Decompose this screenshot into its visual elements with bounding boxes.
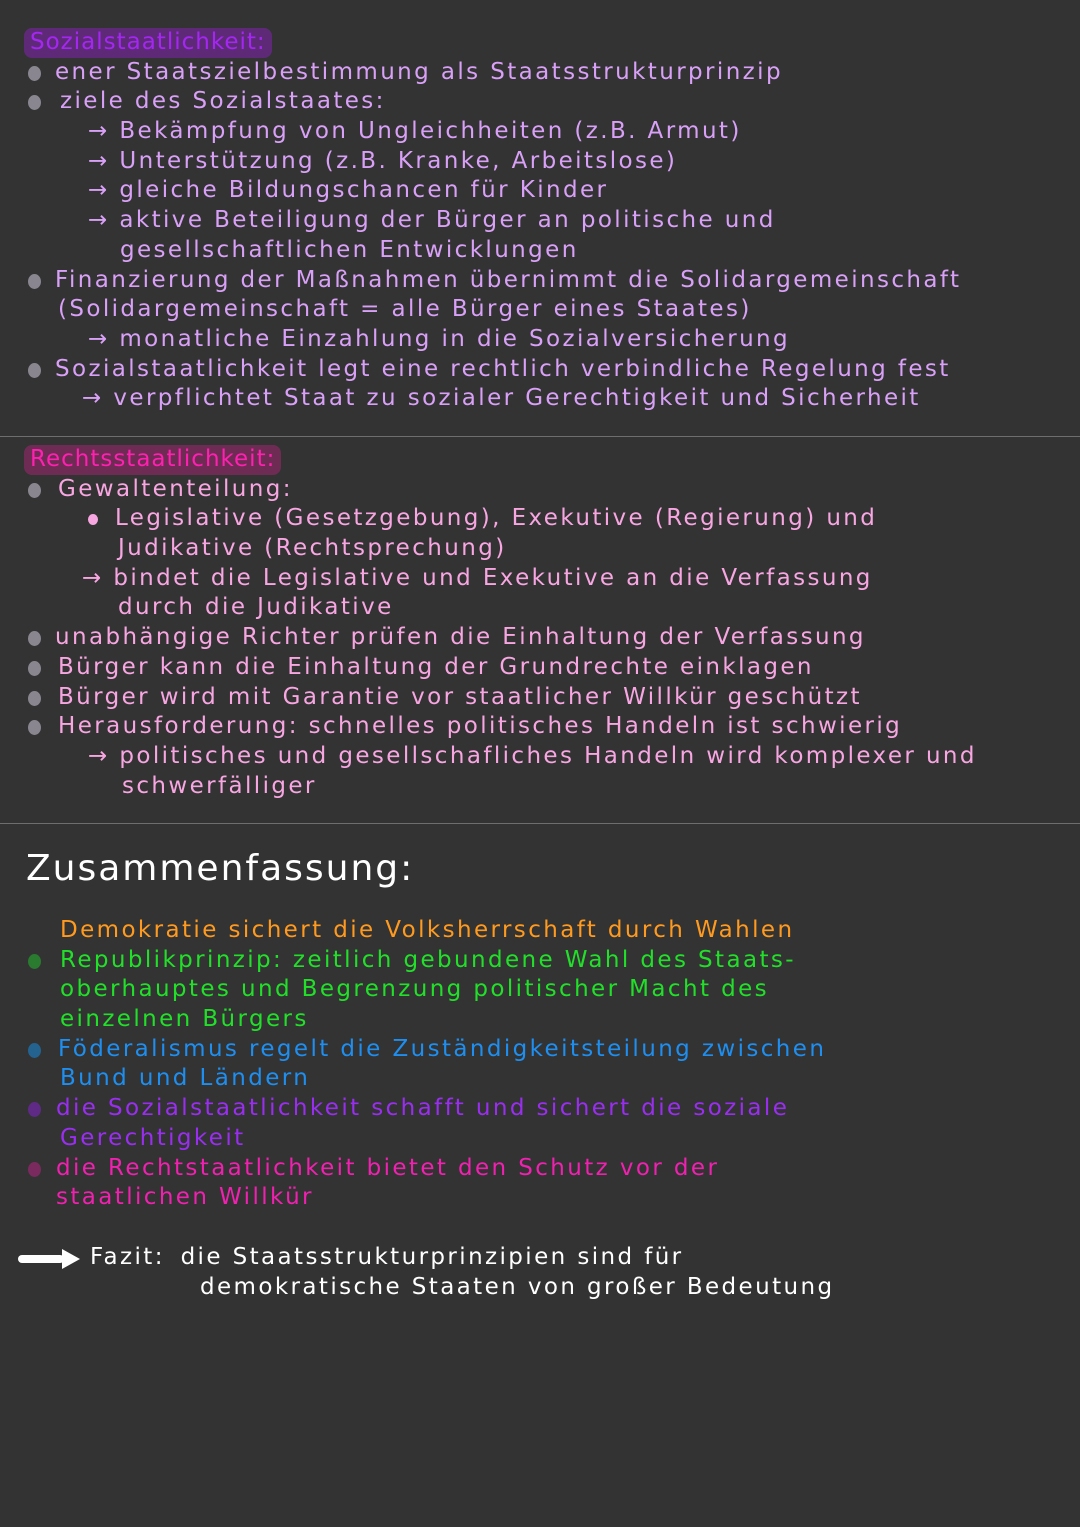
bullet-icon [28,1162,41,1177]
summary-list [0,916,1080,1213]
bullet-icon [28,483,41,498]
note-line: ziele des Sozialstaates: [60,88,386,115]
note-line: unabhängige Richter prüfen die Einhaltung der Verfassung [55,624,866,651]
note-line: Herausforderung: schnelles politisches Handeln ist schwierig [58,713,903,740]
note-line: Sozialstaatlichkeit legt eine rechtlich verbindliche Regelung fest [55,355,951,382]
note-line: demokratische Staaten von großer Bedeutung [200,1273,835,1300]
note-line: Finanzierung der Maßnahmen übernimmt die Solidargemeinschaft [55,266,962,293]
note-line: Republikprinzip: zeitlich gebundene Wahl des Staats- [60,946,796,973]
section-title: Sozialstaatlichkeit: [24,28,272,58]
bullet-icon [28,363,41,378]
summary-title: Zusammenfassung: [26,848,415,889]
section-divider [0,436,1080,437]
fazit [0,1243,1080,1302]
section-title: Rechtsstaatlichkeit: [24,445,281,475]
note-line: durch die Judikative [118,594,394,621]
note-line: → monatliche Einzahlung in die Sozialversicherung [88,325,791,352]
sub-bullet-icon [88,514,98,525]
bullet-icon [28,274,41,289]
note-line: ener Staatszielbestimmung als Staatsstrukturprinzip [55,58,783,85]
note-line: einzelnen Bürgers [60,1006,309,1033]
bullet-icon [28,95,41,110]
bullet-icon [28,661,41,676]
note-line: → aktive Beteiligung der Bürger an politische und [88,207,776,234]
bullet-icon [28,1043,41,1058]
note-line: Demokratie sichert die Volksherrschaft durch Wahlen [60,917,795,943]
bullet-icon [28,631,41,646]
note-line: Föderalismus regelt die Zuständigkeitsteilung zwischen [58,1035,827,1062]
note-line: → gleiche Bildungschancen für Kinder [88,177,609,204]
note-line: staatlichen Willkür [56,1184,314,1211]
note-line: → Bekämpfung von Ungleichheiten (z.B. Armut) [88,118,742,145]
note-line: (Solidargemeinschaft = alle Bürger eines Staates) [58,296,752,323]
note-line: Bund und Ländern [60,1065,311,1092]
note-line: Bürger kann die Einhaltung der Grundrechte einklagen [58,653,814,680]
note-line: → Unterstützung (z.B. Kranke, Arbeitslose) [88,147,678,174]
note-line: die Staatsstrukturprinzipien sind für [180,1244,684,1270]
note-line: die Rechtstaatlichkeit bietet den Schutz vor der [56,1154,720,1181]
fazit-label: Fazit: [90,1244,165,1270]
note-line: schwerfälliger [122,772,317,799]
section-rechtsstaatlichkeit [0,445,1080,801]
note-line: Bürger wird mit Garantie vor staatlicher Willkür geschützt [58,683,862,710]
note-line: Gerechtigkeit [60,1124,246,1151]
note-line: → verpflichtet Staat zu sozialer Gerechtigkeit und Sicherheit [82,385,921,412]
note-line: Gewaltenteilung: [58,475,293,502]
bullet-icon [28,720,41,735]
note-line: gesellschaftlichen Entwicklungen [120,236,579,263]
bullet-icon [28,954,41,969]
note-line: Judikative (Rechtsprechung) [118,535,507,562]
note-line: die Sozialstaatlichkeit schafft und sichert die soziale [56,1095,790,1122]
bullet-icon [28,1102,41,1117]
section-divider [0,823,1080,824]
note-line: Legislative (Gesetzgebung), Exekutive (Regierung) und [115,505,878,532]
bullet-icon [28,66,41,81]
section-sozialstaatlichkeit [0,28,1080,414]
bullet-icon [28,691,41,706]
note-line: oberhauptes und Begrenzung politischer Macht des [60,976,769,1003]
note-line: → bindet die Legislative und Exekutive an die Verfassung [82,564,873,591]
note-line: → politisches und gesellschafliches Handeln wird komplexer und [88,742,977,769]
